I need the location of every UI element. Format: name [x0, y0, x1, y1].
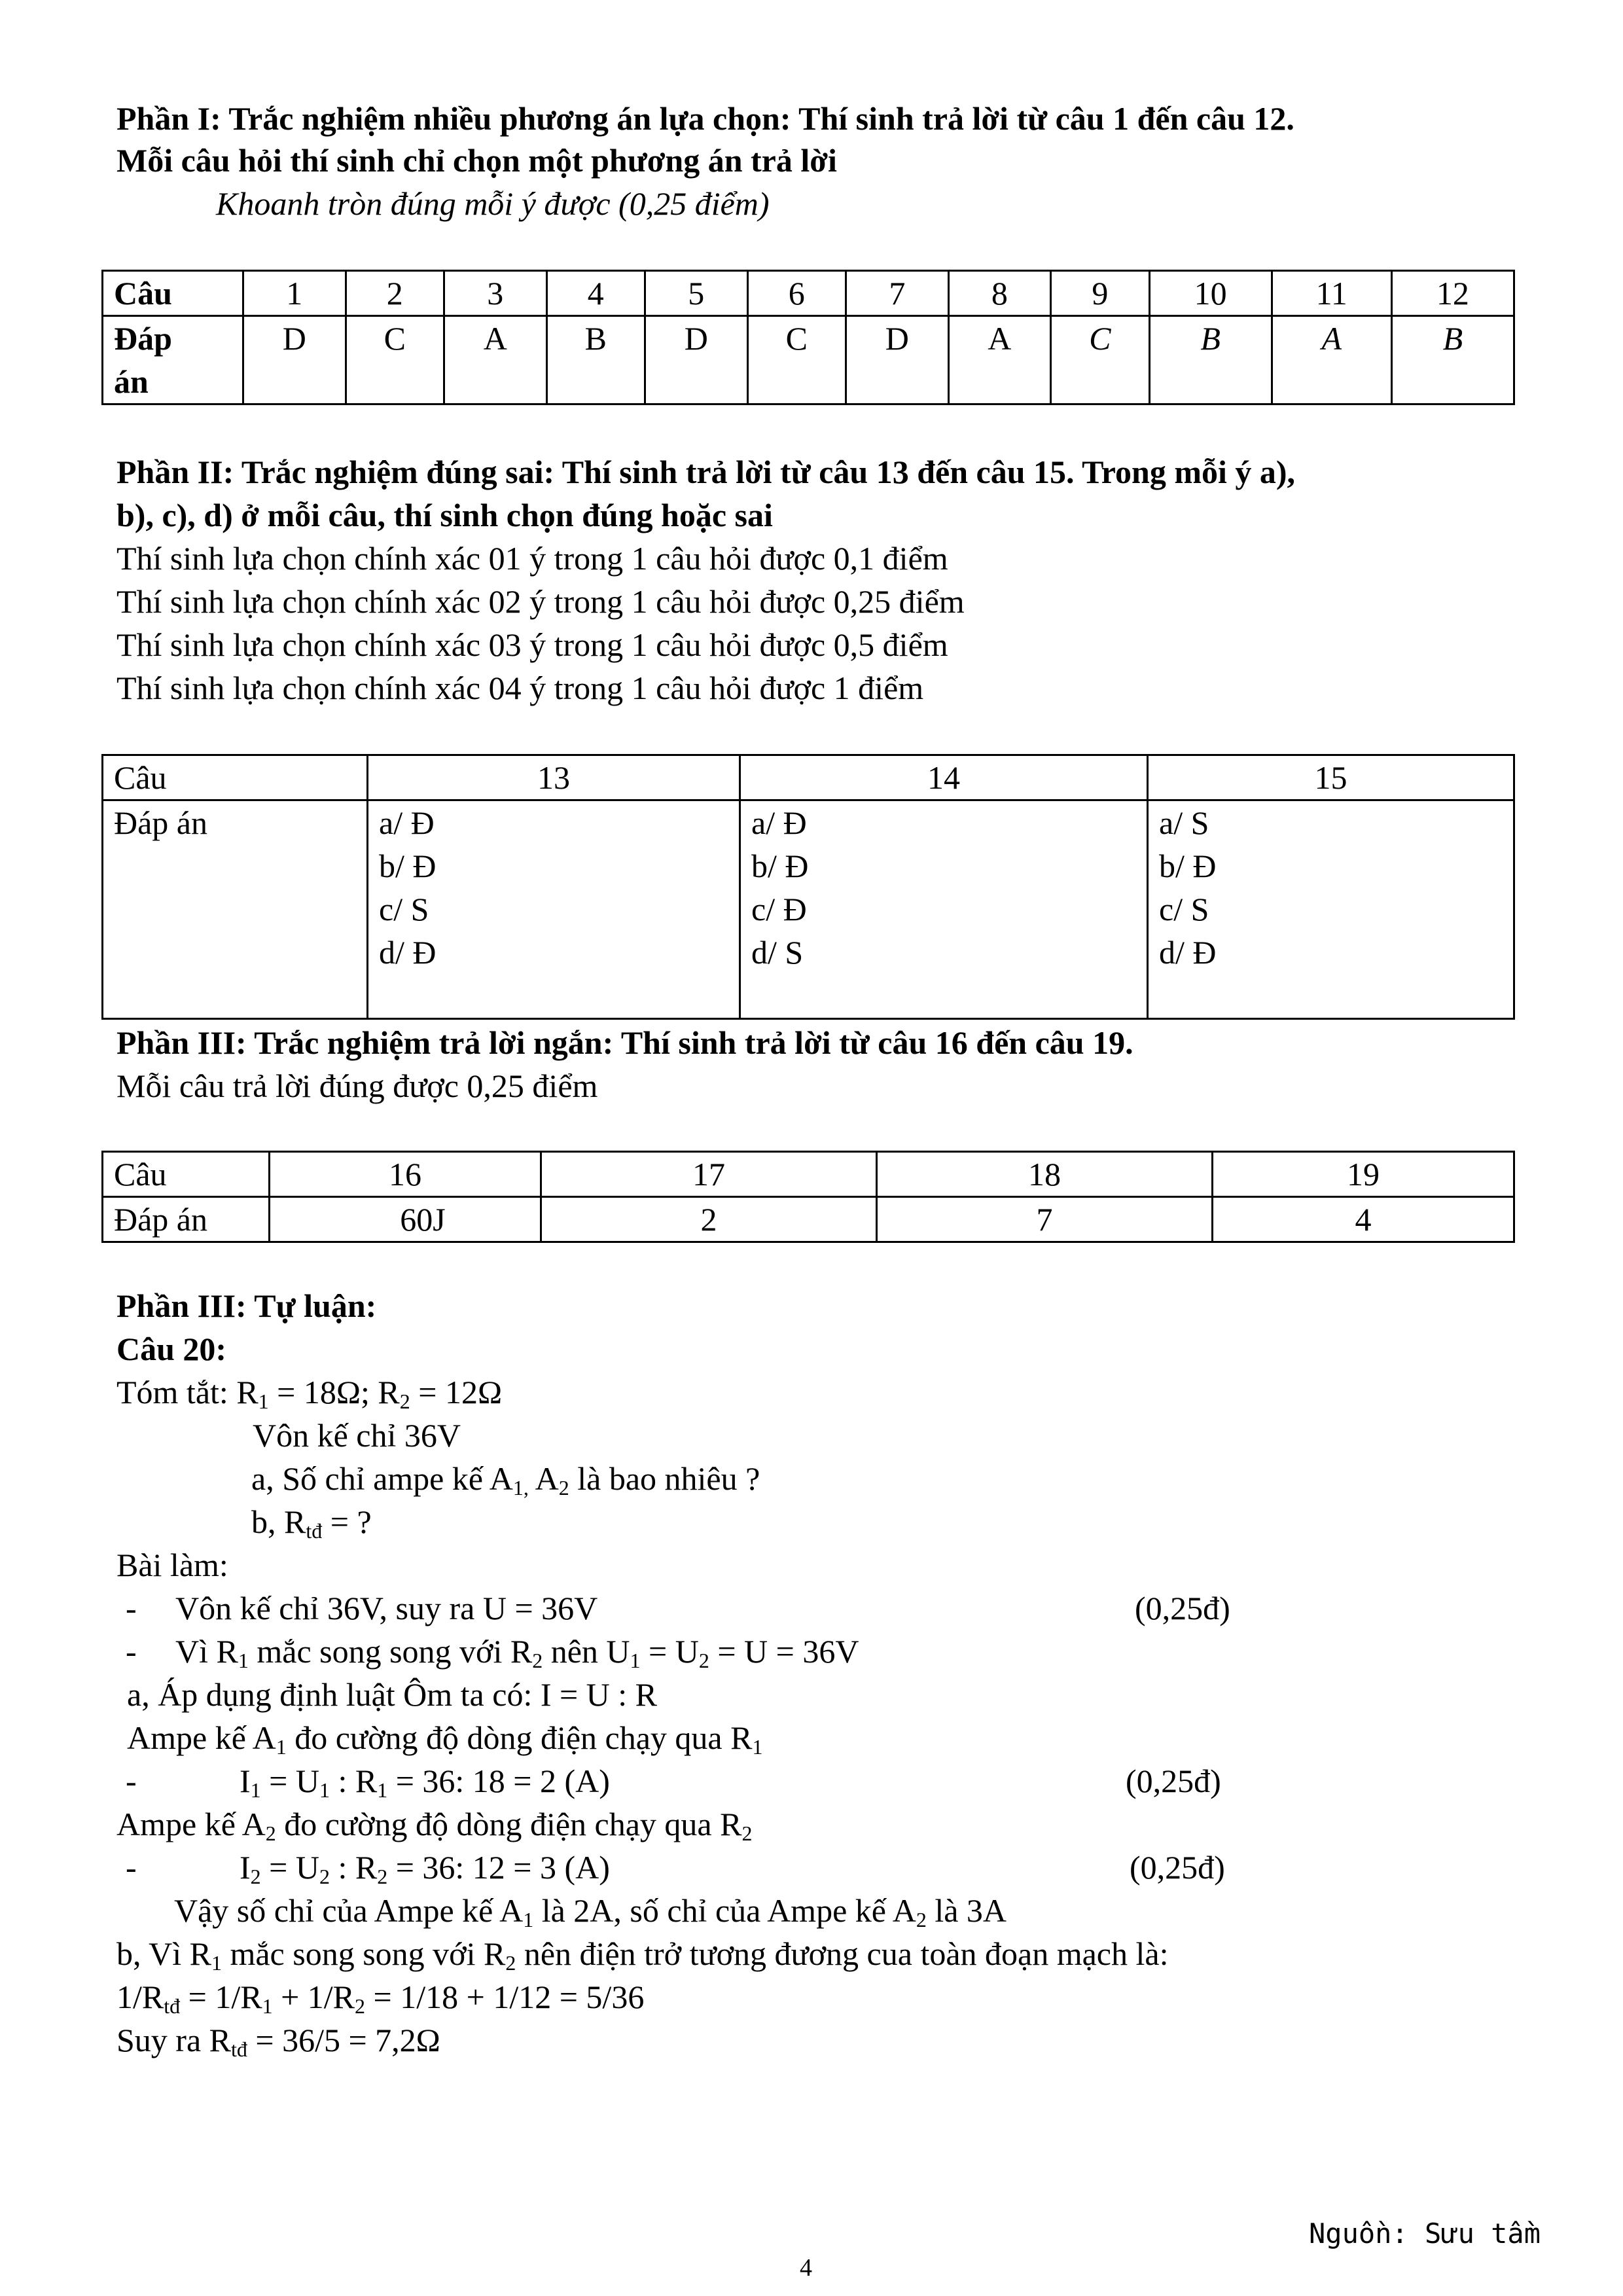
- subscript: 2: [399, 1390, 410, 1413]
- work-label: Bài làm:: [116, 1547, 228, 1583]
- table-cell: 15: [1148, 755, 1514, 800]
- table-cell: 14: [740, 755, 1148, 800]
- subscript: 2: [558, 1476, 569, 1499]
- text: = 36: 12 = 3 (A): [387, 1849, 610, 1886]
- header-answer-line2: án: [114, 363, 149, 400]
- text: = 36: 18 = 2 (A): [387, 1763, 610, 1799]
- text: = U: [640, 1633, 699, 1670]
- text: Vì R: [175, 1633, 238, 1670]
- table-header-answer: Đáp án: [103, 800, 368, 1019]
- text: Suy ra R: [116, 2022, 231, 2058]
- table-cell: B: [546, 316, 645, 404]
- subscript: tđ: [231, 2037, 247, 2061]
- text: đo cường độ dòng điện chạy qua R: [276, 1806, 742, 1842]
- part2-answer-table: [101, 754, 1515, 1020]
- text: = U = 36V: [709, 1633, 859, 1670]
- table-cell: a/ S b/ Đ c/ S d/ Đ: [1148, 800, 1514, 1019]
- table-cell: 18: [877, 1152, 1213, 1197]
- table-header-answer: [103, 316, 243, 404]
- table-cell: A: [1272, 316, 1391, 404]
- subscript: 2: [916, 1908, 927, 1931]
- bullet-dash: -: [126, 1590, 137, 1626]
- table-cell: D: [846, 316, 949, 404]
- text: = 1/R: [180, 1979, 262, 2015]
- subscript: 1: [211, 1951, 222, 1975]
- text: = ?: [322, 1503, 372, 1540]
- text: A: [528, 1460, 559, 1497]
- text: = 1/18 + 1/12 = 5/36: [365, 1979, 645, 2015]
- subscript: 1: [319, 1778, 330, 1802]
- step-2: [175, 1631, 859, 1672]
- subscript: 2: [250, 1865, 261, 1888]
- text: nên U: [543, 1633, 630, 1670]
- summary-line: [116, 1372, 502, 1412]
- subscript: 1: [276, 1735, 287, 1759]
- part2-rule: Thí sinh lựa chọn chính xác 02 ý trong 1 câu hỏi được 0,25 điểm: [116, 583, 965, 620]
- ask-b-line: [251, 1501, 372, 1542]
- table-header-answer: Đáp án: [103, 1197, 270, 1242]
- table-cell: 6: [747, 271, 846, 316]
- text: đo cường độ dòng điện chạy qua R: [286, 1719, 753, 1756]
- step-1: Vôn kế chỉ 36V, suy ra U = 36V: [175, 1590, 598, 1626]
- text: là 3A: [926, 1892, 1007, 1929]
- step-9: [116, 1933, 1168, 1974]
- table-cell: 7: [877, 1197, 1213, 1242]
- table-cell: 11: [1272, 271, 1391, 316]
- part2-rule: Thí sinh lựa chọn chính xác 04 ý trong 1 câu hỏi được 1 điểm: [116, 670, 924, 706]
- text: là 2A, số chỉ của Ampe kế A: [533, 1892, 916, 1929]
- text: b, R: [251, 1503, 306, 1540]
- table-cell: 2: [346, 271, 444, 316]
- table-cell: 1: [243, 271, 346, 316]
- score: (0,25đ): [1135, 1590, 1230, 1626]
- text: = 18Ω;: [268, 1374, 378, 1410]
- table-row: [103, 755, 1514, 800]
- step-7: [240, 1847, 610, 1888]
- text: b, Vì R: [116, 1935, 211, 1972]
- table-cell: 10: [1149, 271, 1272, 316]
- table-cell: A: [444, 316, 547, 404]
- text: R: [236, 1374, 259, 1410]
- summary-label: Tóm tắt:: [116, 1374, 237, 1410]
- table-cell: A: [948, 316, 1051, 404]
- subscript: 2: [319, 1865, 330, 1888]
- ask-a-line: [251, 1458, 760, 1499]
- table-cell: 19: [1213, 1152, 1514, 1197]
- text: mắc song song với R: [221, 1935, 506, 1972]
- text: : R: [329, 1849, 378, 1886]
- part3-answer-table: [101, 1151, 1515, 1243]
- text: 1/R: [116, 1979, 164, 2015]
- table-cell: 4: [1213, 1197, 1514, 1242]
- table-cell: 3: [444, 271, 547, 316]
- table-cell: C: [747, 316, 846, 404]
- table-cell: B: [1149, 316, 1272, 404]
- table-cell: B: [1391, 316, 1514, 404]
- subscript: 1: [523, 1908, 534, 1931]
- table-header-question: Câu: [103, 271, 243, 316]
- subscript: 1: [250, 1778, 261, 1802]
- part2-title-line2: b), c), d) ở mỗi câu, thí sinh chọn đúng hoặc sai: [116, 497, 773, 533]
- text: mắc song song với R: [248, 1633, 533, 1670]
- table-row: [103, 271, 1514, 316]
- table-cell: 4: [546, 271, 645, 316]
- part3-note: Mỗi câu trả lời đúng được 0,25 điểm: [116, 1067, 598, 1104]
- part4-title: Phần III: Tự luận:: [116, 1287, 377, 1324]
- text: I: [240, 1763, 251, 1799]
- question-20-label: Câu 20:: [116, 1331, 227, 1367]
- subscript: 2: [377, 1865, 388, 1888]
- subscript: tđ: [306, 1519, 323, 1543]
- step-10: [116, 1977, 644, 2017]
- subscript: tđ: [164, 1994, 181, 2018]
- table-cell: D: [243, 316, 346, 404]
- table-cell: a/ Đ b/ Đ c/ S d/ Đ: [368, 800, 740, 1019]
- table-cell: 8: [948, 271, 1051, 316]
- step-3: a, Áp dụng định luật Ôm ta có: I = U : R: [127, 1676, 658, 1713]
- text: R: [378, 1374, 400, 1410]
- subscript: 1: [262, 1994, 273, 2018]
- part1-title-line2: Mỗi câu hỏi thí sinh chỉ chọn một phương án trả lời: [116, 142, 837, 179]
- score: (0,25đ): [1130, 1849, 1225, 1886]
- table-row: [103, 1152, 1514, 1197]
- subscript: 1: [752, 1735, 763, 1759]
- subscript: 2: [505, 1951, 516, 1975]
- text: : R: [329, 1763, 378, 1799]
- table-header-question: Câu: [103, 1152, 270, 1197]
- text: + 1/R: [272, 1979, 355, 2015]
- score: (0,25đ): [1126, 1763, 1221, 1799]
- text: nên điện trở tương đương cua toàn đoạn mạch là:: [516, 1935, 1169, 1972]
- step-11: [116, 2020, 440, 2060]
- text: = 36/5 = 7,2Ω: [247, 2022, 440, 2058]
- text: là bao nhiêu ?: [569, 1460, 760, 1497]
- table-cell: 17: [541, 1152, 877, 1197]
- part1-note: Khoanh tròn đúng mỗi ý được (0,25 điểm): [216, 185, 770, 222]
- table-cell: 7: [846, 271, 949, 316]
- subscript: 2: [265, 1821, 276, 1845]
- part2-rule: Thí sinh lựa chọn chính xác 01 ý trong 1 câu hỏi được 0,1 điểm: [116, 540, 948, 577]
- part2-title-line1: Phần II: Trắc nghiệm đúng sai: Thí sinh trả lời từ câu 13 đến câu 15. Trong mỗi ý a),: [116, 454, 1296, 490]
- subscript: 2: [532, 1649, 543, 1672]
- text: a, Số chỉ ampe kế A: [251, 1460, 513, 1497]
- table-cell: D: [645, 316, 748, 404]
- table-row: [103, 316, 1514, 404]
- table-cell: C: [1051, 316, 1149, 404]
- subscript: 1: [377, 1778, 388, 1802]
- table-cell: 13: [368, 755, 740, 800]
- bullet-dash: -: [126, 1763, 137, 1799]
- text: Ampe kế A: [116, 1806, 266, 1842]
- text: = U: [260, 1763, 319, 1799]
- table-cell: 16: [270, 1152, 541, 1197]
- text: Ampe kế A: [127, 1719, 276, 1756]
- given-voltmeter: Vôn kế chỉ 36V: [253, 1417, 461, 1454]
- text: = 12Ω: [410, 1374, 503, 1410]
- subscript: 1,: [512, 1476, 529, 1499]
- part1-title-line1: Phần I: Trắc nghiệm nhiều phương án lựa chọn: Thí sinh trả lời từ câu 1 đến câu 12.: [116, 100, 1294, 137]
- text: Vậy số chỉ của Ampe kế A: [174, 1892, 524, 1929]
- subscript: 2: [698, 1649, 709, 1672]
- page-number: 4: [800, 2254, 812, 2282]
- table-cell: a/ Đ b/ Đ c/ Đ d/ S: [740, 800, 1148, 1019]
- table-header-question: Câu: [103, 755, 368, 800]
- header-answer-line1: Đáp: [114, 320, 172, 357]
- text: = U: [260, 1849, 319, 1886]
- part2-rule: Thí sinh lựa chọn chính xác 03 ý trong 1 câu hỏi được 0,5 điểm: [116, 626, 948, 663]
- table-cell: C: [346, 316, 444, 404]
- part3-title: Phần III: Trắc nghiệm trả lời ngắn: Thí sinh trả lời từ câu 16 đến câu 19.: [116, 1024, 1133, 1061]
- text: I: [240, 1849, 251, 1886]
- step-8: [174, 1890, 1007, 1931]
- part1-answer-table: [101, 270, 1515, 405]
- subscript: 1: [258, 1390, 269, 1413]
- table-cell: 9: [1051, 271, 1149, 316]
- table-cell: 2: [541, 1197, 877, 1242]
- bullet-dash: -: [126, 1633, 137, 1670]
- footer-source: Nguồn: Sưu tầm: [1309, 2217, 1541, 2250]
- subscript: 2: [355, 1994, 366, 2018]
- table-cell: 60J: [270, 1197, 541, 1242]
- bullet-dash: -: [126, 1849, 137, 1886]
- step-5: [240, 1761, 610, 1801]
- subscript: 1: [238, 1649, 249, 1672]
- step-6: [116, 1804, 752, 1844]
- subscript: 1: [630, 1649, 641, 1672]
- table-cell: 5: [645, 271, 748, 316]
- table-row: [103, 1197, 1514, 1242]
- table-row: [103, 800, 1514, 1019]
- subscript: 2: [741, 1821, 753, 1845]
- table-cell: 12: [1391, 271, 1514, 316]
- step-4: [127, 1717, 762, 1758]
